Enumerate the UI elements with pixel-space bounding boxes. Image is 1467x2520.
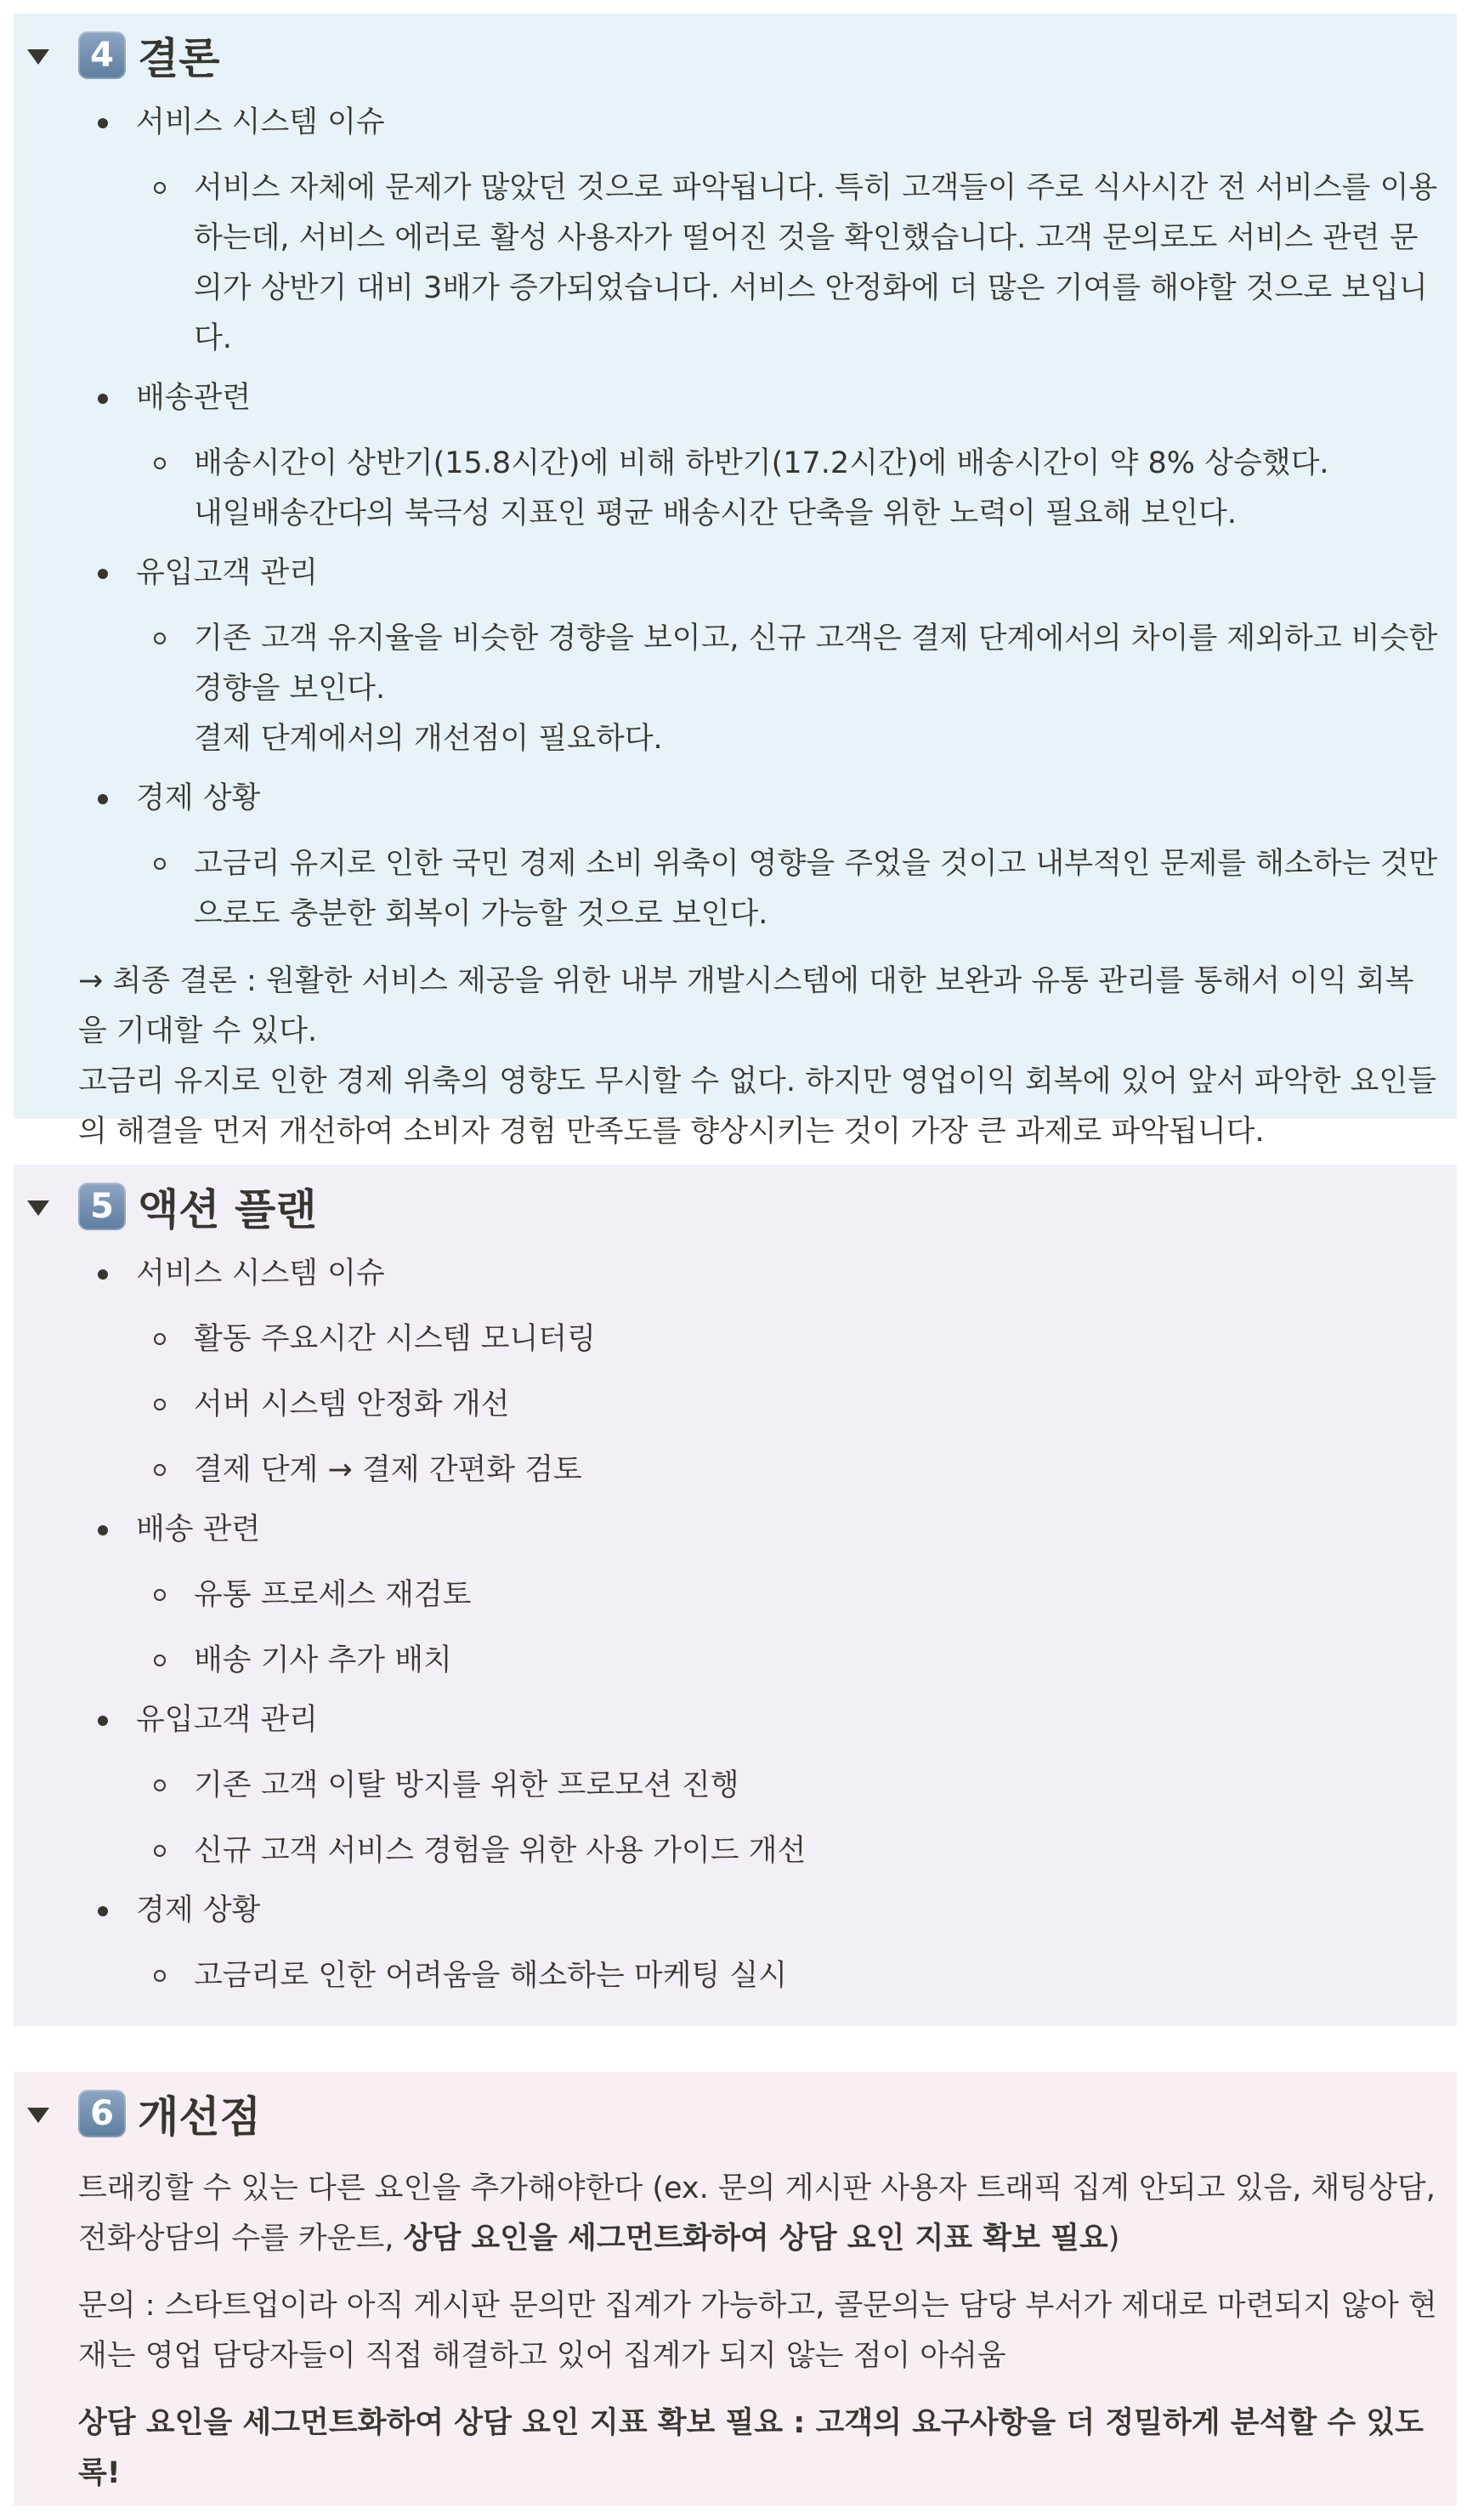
- sub-list-item: 유통 프로세스 재검토: [136, 1570, 1442, 1620]
- paragraph-bold-text: 상담 요인을 세그먼트화하여 상담 요인 지표 확보 필요: [403, 2222, 1108, 2256]
- number-5-icon: 5: [78, 1183, 126, 1230]
- list-item: 배송 관련: [78, 1505, 1442, 1555]
- list-item: 유입고객 관리: [78, 1695, 1442, 1745]
- list-item: 유입고객 관리: [78, 548, 1442, 599]
- sub-list-line: 결제 단계에서의 개선점이 필요하다.: [194, 722, 663, 756]
- paragraph: [78, 2164, 1442, 2264]
- number-6-icon: 6: [78, 2090, 126, 2137]
- list-item: 서비스 시스템 이슈: [78, 1249, 1442, 1299]
- paragraph: 문의 : 스타트업이라 아직 게시판 문의만 집계가 가능하고, 콜문의는 담당 부서가 제대로 마련되지 않아 현재는 영업 담당자들이 직접 해결하고 있어 집계가 되지 않는 점이 아쉬움: [78, 2289, 1437, 2373]
- list-item: 경제 상황: [78, 1886, 1442, 1936]
- sub-list-item: 결제 단계 → 결제 간편화 검토: [136, 1445, 1442, 1496]
- section-title: 개선점: [138, 2092, 261, 2142]
- sub-list-item: 활동 주요시간 시스템 모니터링: [136, 1314, 1442, 1365]
- conclusion-line: 고금리 유지로 인한 경제 위축의 영향도 무시할 수 없다. 하지만 영업이익 회복에 있어 앞서 파악한 요인들의 해결을 먼저 개선하여 소비자 경험 만족도를 향상시키는 것이 가장 큰 과제로 파악됩니다.: [78, 1064, 1437, 1149]
- section-conclusion: [14, 14, 1457, 1149]
- toggle-arrow-icon[interactable]: [27, 2108, 49, 2123]
- sub-list-item: 고금리 유지로 인한 국민 경제 소비 위축이 영향을 주었을 것이고 내부적인 문제를 해소하는 것만으로도 충분한 회복이 가능할 것으로 보인다.: [136, 839, 1442, 939]
- list-item: 경제 상황: [78, 774, 1442, 824]
- sub-list-item: 서비스 자체에 문제가 많았던 것으로 파악됩니다. 특히 고객들이 주로 식사시간 전 서비스를 이용하는데, 서비스 에러로 활성 사용자가 떨어진 것을 확인했습니다. 고객 문의로도 서비스 관련 문의가 상반기 대비 3배가 증가되었습니다. 서비스 안정화에 더 많은 기여를 해야할 것으로 보입니다.: [136, 163, 1442, 364]
- sub-list-item: [136, 439, 1442, 539]
- sub-list-item: [136, 614, 1442, 764]
- conclusion-line: → 최종 결론 : 원활한 서비스 제공을 위한 내부 개발시스템에 대한 보완과 유통 관리를 통해서 이익 회복을 기대할 수 있다.: [78, 964, 1414, 1048]
- toggle-arrow-icon[interactable]: [27, 49, 49, 65]
- paragraph-text: ): [1107, 2222, 1120, 2256]
- section-title: 결론: [138, 34, 220, 83]
- list-item: 서비스 시스템 이슈: [78, 98, 1442, 148]
- sub-list-item: 신규 고객 서비스 경험을 위한 사용 가이드 개선: [136, 1826, 1442, 1876]
- list-item: 배송관련: [78, 373, 1442, 423]
- sub-list-line: 내일배송간다의 북극성 지표인 평균 배송시간 단축을 위한 노력이 필요해 보인다.: [194, 497, 1237, 531]
- number-4-icon: 4: [78, 31, 126, 79]
- sub-list-item: 배송 기사 추가 배치: [136, 1636, 1442, 1686]
- sub-list-line: 기존 고객 유지율을 비슷한 경향을 보이고, 신규 고객은 결제 단계에서의 차이를 제외하고 비슷한 경향을 보인다.: [194, 621, 1438, 706]
- sub-list-item: 기존 고객 이탈 방지를 위한 프로모션 진행: [136, 1761, 1442, 1811]
- paragraph-text: 트래킹할 수 있는 다른 요인을 추가해야한다 (ex. 문의 게시판 사용자 트래픽 집계 안되고 있음, 채팅상담, 전화상담의 수를 카운트,: [78, 2171, 1436, 2256]
- conclusion-text: [78, 956, 1442, 1157]
- section-title: 액션 플랜: [138, 1185, 317, 1234]
- section-action-plan: [14, 1165, 1457, 2026]
- sub-list-line: 배송시간이 상반기(15.8시간)에 비해 하반기(17.2시간)에 배송시간이 약 8% 상승했다.: [194, 446, 1329, 480]
- sub-list-item: 고금리로 인한 어려움을 해소하는 마케팅 실시: [136, 1951, 1442, 2001]
- toggle-arrow-icon[interactable]: [27, 1200, 49, 1216]
- section-heading: [78, 2080, 1442, 2147]
- section-improvements: [14, 2072, 1457, 2506]
- sub-list-item: 서버 시스템 안정화 개선: [136, 1380, 1442, 1430]
- section-heading: [78, 1173, 1442, 1240]
- section-heading: [78, 22, 1442, 88]
- paragraph-bold: 상담 요인을 세그먼트화하여 상담 요인 지표 확보 필요 : 고객의 요구사항을 더 정밀하게 분석할 수 있도록!: [78, 2406, 1424, 2490]
